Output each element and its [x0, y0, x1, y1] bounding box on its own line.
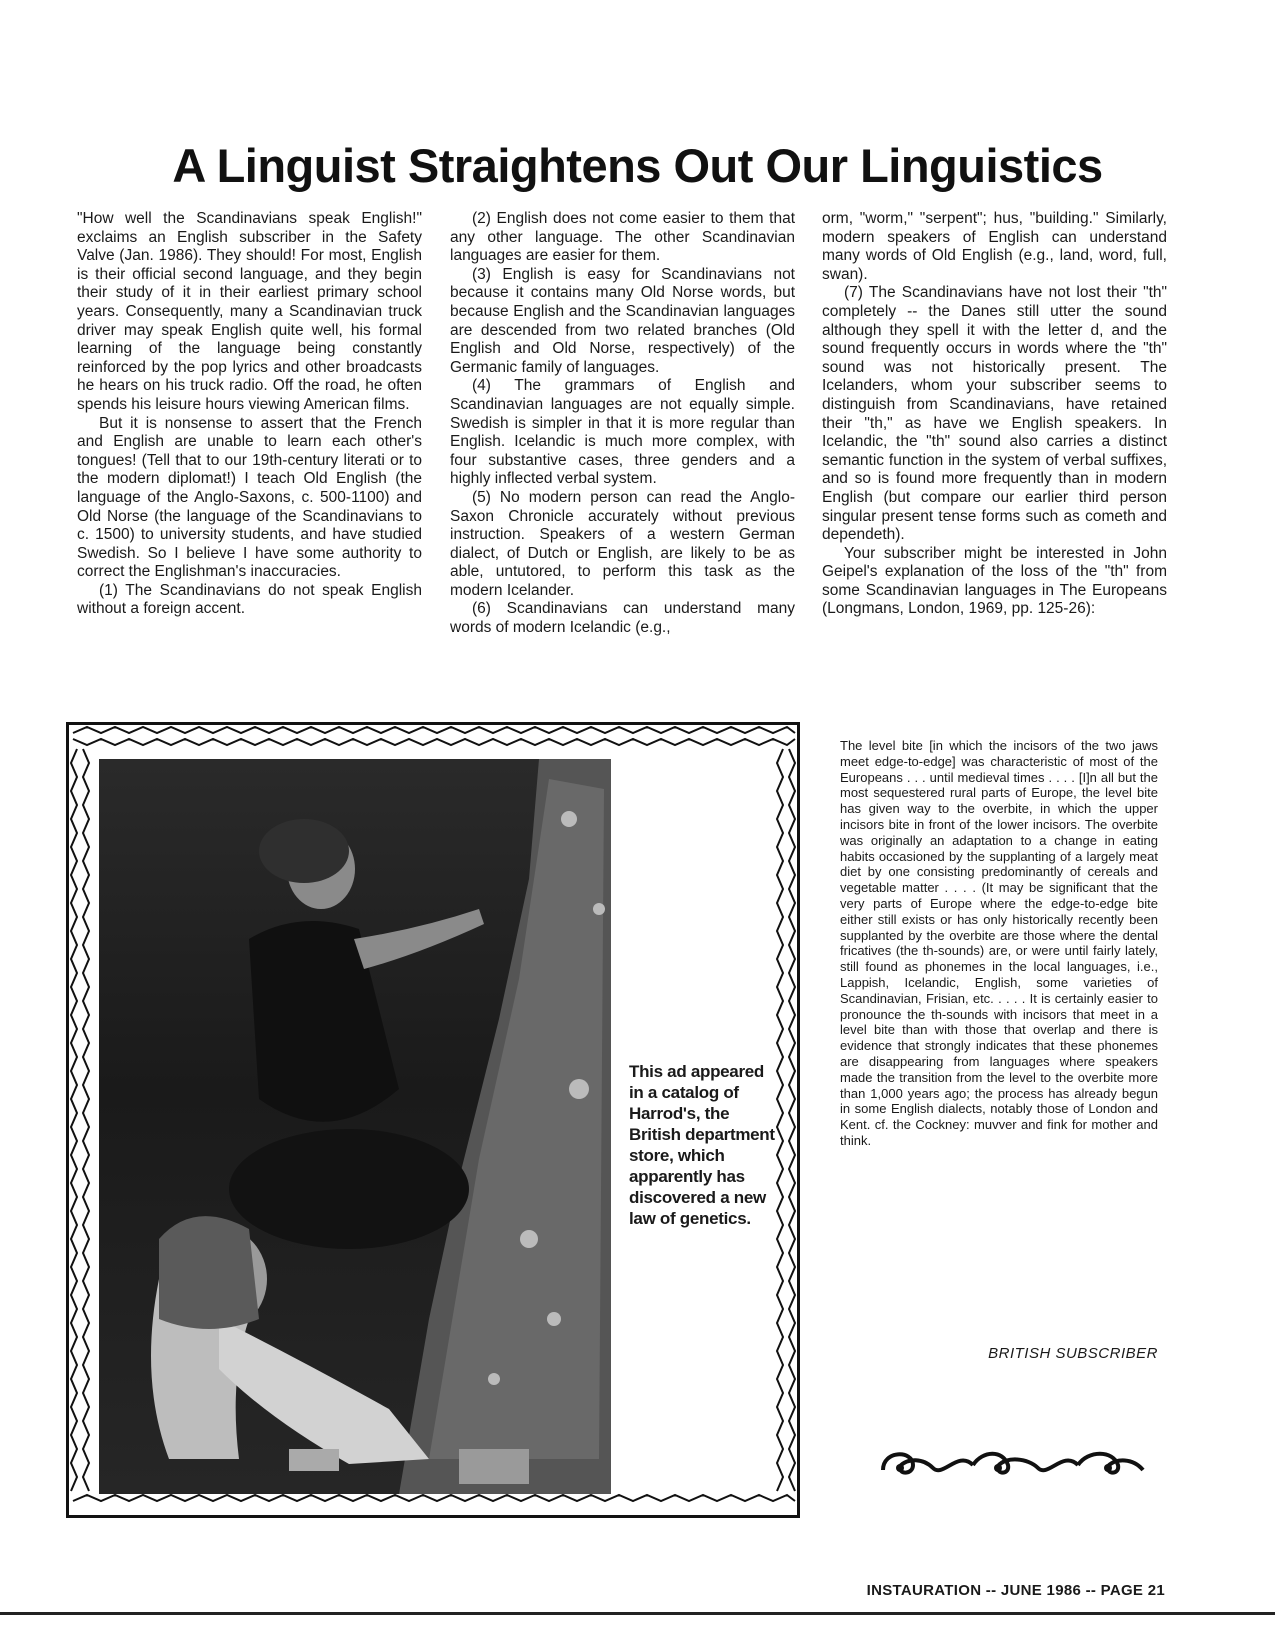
paragraph: (3) English is easy for Scandinavians not because it contains many Old Norse words, but because English and the Scandinavian languages are descended from two related branches (Old English and Old Norse, respectively) of the Germanic family of languages.: [450, 265, 795, 376]
paragraph: (5) No modern person can read the Anglo-Saxon Chronicle accurately without previous instruction. Speakers of a western German dialect, of Dutch or English, are likely to be as able, untutored, to perform this task as the modern Icelander.: [450, 488, 795, 599]
paragraph: But it is nonsense to assert that the French and English are unable to learn each other's tongues! (Tell that to our 19th-century literati or to the modern diplomat!) I teach Old English (the language of the Anglo-Saxons, c. 500-1100) and Old Norse (the language of the Scandinavians to c. 1500) to university students, and have studied Swedish. So I believe I have some authority to correct the Englishman's inaccuracies.: [77, 414, 422, 581]
article-column-1: [77, 210, 422, 619]
paragraph: (6) Scandinavians can understand many words of modern Icelandic (e.g.,: [450, 600, 795, 637]
page-footer: INSTAURATION -- JUNE 1986 -- PAGE 21: [866, 1582, 1165, 1599]
block-quote: The level bite [in which the incisors of the two jaws meet edge-to-edge] was characteristic of most of the Europeans . . . until medieval times . . . . [I]n all but the most sequestered rural parts of Europe, the level bite has given way to the overbite, in which the upper incisors bite in front of the lower incisors. The overbite was originally an adaptation to a change in eating habits occasioned by the supplanting of a largely meat diet by one consisting predominantly of cereals and vegetable matter . . . . (It may be significant that the very parts of Europe where the edge-to-edge bite either still exists or has only historically recently been supplanted by the overbite are those where the dental fricatives (the th-sounds) are, or were until fairly lately, still found as phonemes in the local languages, i.e., Lappish, Icelandic, English, some varieties of Scandinavian, Frisian, etc. . . . . It is certainly easier to pronounce the th-sounds with incisors that meet in a level bite than with those that overlap and there is evidence that strongly indicates that these phonemes are disappearing from languages where speakers made the transition from the level to the overbite more than 1,000 years ago; the process has already begun in some English dialects, notably those of London and Kent. cf. the Cockney: muvver and fink for mother and think.: [840, 738, 1158, 1148]
footer-rule: [0, 1612, 1275, 1615]
paragraph: Your subscriber might be interested in John Geipel's explanation of the loss of the "th" from some Scandinavian languages in The Europeans (Longmans, London, 1969, pp. 125-26):: [822, 544, 1167, 618]
paragraph: orm, "worm," "serpent"; hus, "building." Similarly, modern speakers of English can understand many words of Old English (e.g., land, word, full, swan).: [822, 210, 1167, 283]
paragraph: (2) English does not come easier to them that any other language. The other Scandinavian languages are easier for them.: [450, 210, 795, 265]
article-column-3: [822, 210, 1167, 619]
scroll-ornament-icon: [878, 1440, 1148, 1480]
ad-caption: This ad appeared in a catalog of Harrod's, the British department store, which apparently has discovered a new law of genetics.: [629, 1062, 775, 1228]
signature: BRITISH SUBSCRIBER: [988, 1345, 1158, 1362]
paragraph: "How well the Scandinavians speak English!" exclaims an English subscriber in the Safety Valve (Jan. 1986). They should! For most, English is their official second language, and they begin their study of it in their earliest primary school years. Consequently, many a Scandinavian truck driver may speak English quite well, his formal learning of the language being constantly reinforced by the pop lyrics and other broadcasts he hears on his truck radio. Off the road, he often spends his leisure hours viewing American films.: [77, 210, 422, 413]
photo-illustration-icon: [99, 759, 611, 1494]
paragraph: (4) The grammars of English and Scandinavian languages are not equally simple. Swedish is simpler in that it is more regular than English. Icelandic is much more complex, with four substantive cases, three genders and a highly inflected verbal system.: [450, 377, 795, 488]
article-title: A Linguist Straightens Out Our Linguistics: [172, 139, 1103, 192]
christmas-tree-photo: [99, 759, 611, 1494]
article-column-2: [450, 210, 795, 638]
advertisement-frame: [66, 722, 800, 1518]
paragraph: (1) The Scandinavians do not speak English without a foreign accent.: [77, 581, 422, 618]
paragraph: (7) The Scandinavians have not lost their "th" completely -- the Danes still utter the sound although they spell it with the letter d, and the sound frequently occurs in words where the "th" sound was not historically present. The Icelanders, whom your subscriber seems to distinguish from Scandinavians, have retained their "th," as have we English speakers. In Icelandic, the "th" sound also carries a distinct semantic function in the system of verbal suffixes, and so is found more frequently than in modern English (but compare our earlier third person singular present tense forms such as cometh and dependeth).: [822, 284, 1167, 544]
